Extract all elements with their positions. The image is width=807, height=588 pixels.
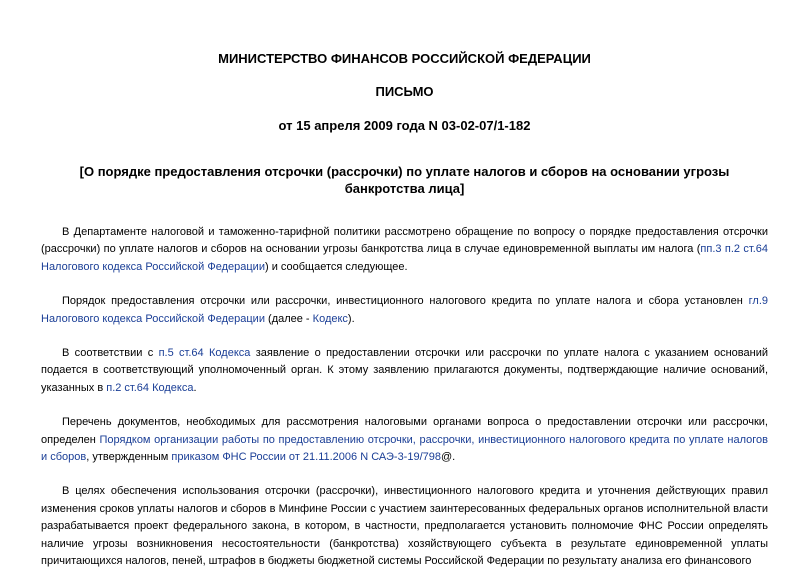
paragraph-1 [41,224,768,276]
document-type-heading: ПИСЬМО [375,84,434,99]
document-title: [О порядке предоставления отсрочки (рассрочки) по уплате налогов и сборов на основании угрозы банкротства лица] [79,164,730,196]
link-p2-st64[interactable]: п.2 ст.64 Кодекса [106,381,194,394]
paragraph-2 [41,293,768,328]
link-fns-order[interactable]: приказом ФНС России от 21.11.2006 N САЭ-3-19/798 [171,451,441,464]
paragraph-text: , утвержденным [86,451,172,464]
link-ch9-tax-code[interactable]: гл.9 Налогового кодекса Российской Федерации [41,295,768,325]
link-procedure-order[interactable]: Порядком организации работы по предоставлению отсрочки, рассрочки, инвестиционного налогового кредита по уплате налогов и сборов [41,433,768,464]
paragraph-text: . [193,381,197,394]
paragraph-text: ). [347,312,355,325]
link-pp3-p2-st64-tax-code[interactable]: пп.3 п.2 ст.64 Налогового кодекса Российской Федерации [41,243,768,273]
ministry-heading: МИНИСТЕРСТВО ФИНАНСОВ РОССИЙСКОЙ ФЕДЕРАЦИИ [218,51,591,66]
document-body [41,224,768,588]
paragraph-text: В соответствии с [62,347,159,360]
paragraph-text: Перечень документов, необходимых для рассмотрения налоговыми органами вопроса о предоставлении отсрочки или рассрочки, определен [41,416,768,446]
paragraph-text: заявление о предоставлении отсрочки или рассрочки по уплате налога с указанием оснований подается в соответствующий уполномоченный орган. К этому заявлению прилагаются документы, подтверждающие наличие оснований, указанных в [41,347,768,394]
paragraph-4 [41,414,768,466]
paragraph-text: (далее - [264,312,313,325]
paragraph-text: В Департаменте налоговой и таможенно-тарифной политики рассмотрено обращение по вопросу о порядке предоставления отсрочки (рассрочки) по уплате налогов и сборов на основании угрозы банкротства лица в случае единовременной выплаты им налога ( [41,226,768,256]
document-date-heading: от 15 апреля 2009 года N 03-02-07/1-182 [278,118,531,133]
paragraph-text: Порядок предоставления отсрочки или рассрочки, инвестиционного налогового кредита по уплате налога и сбора установлен [62,295,749,308]
paragraph-text: В целях обеспечения использования отсрочки (рассрочки), инвестиционного налогового кредита и уточнения действующих правил изменения сроков уплаты налогов и сборов в Минфине России с участием заинтересованных федеральных органов исполнительной власти разрабатывается проект федерального закона, в котором, в частности, предполагается установить полномочие ФНС России определять наличие угрозы возникновения несостоятельности (банкротства) хозяйствующего субъекта в результате единовременной уплаты причитающихся налогов, пеней, штрафов в бюджеты бюджетной системы Российской Федерации по результату анализа его финансового [41,485,768,568]
paragraph-5 [41,483,768,570]
link-p5-st64[interactable]: п.5 ст.64 Кодекса [158,347,251,360]
paragraph-text: ) и сообщается следующее. [264,260,408,273]
paragraph-text: @. [441,451,456,464]
link-kodeks[interactable]: Кодекс [312,312,348,325]
paragraph-3 [41,345,768,397]
